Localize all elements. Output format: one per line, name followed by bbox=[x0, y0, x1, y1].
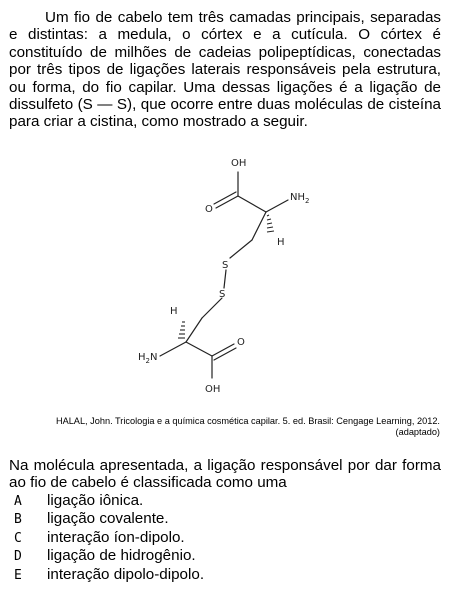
atom-oh-top: OH bbox=[231, 158, 247, 169]
option-text: interação dipolo-dipolo. bbox=[47, 565, 205, 583]
bond-cbeta-s-top bbox=[230, 240, 252, 258]
option-letter: A bbox=[14, 494, 22, 509]
atom-s-lower: S bbox=[219, 289, 226, 300]
atom-o-top: O bbox=[205, 204, 213, 215]
bond-calpha-n-top bbox=[266, 200, 288, 212]
atom-o-bottom: O bbox=[237, 337, 245, 348]
bond-c-o-top-1 bbox=[216, 196, 238, 208]
bond-cbeta-calpha-bottom bbox=[186, 318, 202, 342]
bond-c-o-bottom-2 bbox=[214, 348, 236, 360]
bond-calpha-cbeta-top bbox=[252, 212, 266, 240]
bond-s-s bbox=[224, 270, 226, 288]
option-text: interação íon-dipolo. bbox=[47, 528, 185, 546]
option-letter: C bbox=[14, 530, 22, 546]
option-letter: D bbox=[14, 549, 22, 565]
atom-h-top: H bbox=[277, 237, 285, 248]
option-b[interactable] bbox=[9, 510, 441, 528]
option-c[interactable] bbox=[9, 529, 441, 547]
option-d[interactable] bbox=[9, 547, 441, 565]
hashed-wedge-top bbox=[267, 215, 274, 232]
bond-c-calpha-top bbox=[238, 196, 266, 212]
option-text: ligação iônica. bbox=[47, 492, 144, 509]
option-a[interactable] bbox=[9, 492, 441, 510]
bond-calpha-c-bottom bbox=[186, 342, 212, 356]
option-text: ligação de hidrogênio. bbox=[47, 547, 196, 565]
bond-s-cbeta-bottom bbox=[202, 298, 222, 318]
answer-options bbox=[9, 492, 441, 584]
cystine-structure-diagram bbox=[130, 146, 310, 404]
hashed-wedge-bottom bbox=[178, 322, 185, 338]
source-citation-line: HALAL, John. Tricologia e a química cosmética capilar. 5. ed. Brasil: Cengage Learning, 2012. bbox=[55, 416, 440, 426]
bond-c-o-top-2 bbox=[214, 192, 236, 204]
option-letter: B bbox=[14, 512, 22, 528]
option-letter: E bbox=[14, 567, 22, 583]
source-citation-note: (adaptado) bbox=[395, 427, 440, 437]
atom-h-bottom: H bbox=[170, 306, 178, 317]
atom-h2n-bottom: $H_2N$ bbox=[138, 352, 158, 365]
atom-s-upper: S bbox=[222, 260, 229, 271]
source-citation bbox=[10, 416, 440, 438]
bond-calpha-n-bottom bbox=[160, 342, 186, 356]
passage-text: Um fio de cabelo tem três camadas principais, separadas e distintas: a medula, o córtex e a cutícula. O córtex é constituído de milhões de cadeias polipeptídicas, conectadas por três tipos de ligações laterais responsáveis pela estrutura, ou forma, do fio capilar. Uma dessas ligações é a ligação de dissulfeto (S — S), que ocorre entre duas moléculas de cisteína para criar a cistina, como mostrado a seguir. bbox=[9, 9, 441, 131]
cystine-structure-figure bbox=[130, 146, 310, 404]
question-text: Na molécula apresentada, a ligação responsável por dar forma ao fio de cabelo é classificada como uma bbox=[9, 457, 441, 492]
atom-oh-bottom: OH bbox=[205, 384, 221, 395]
atom-nh2-top: $NH_2$ bbox=[290, 192, 310, 205]
bond-c-o-bottom-1 bbox=[212, 344, 234, 356]
option-e[interactable] bbox=[9, 566, 441, 584]
option-text: ligação covalente. bbox=[47, 510, 169, 528]
